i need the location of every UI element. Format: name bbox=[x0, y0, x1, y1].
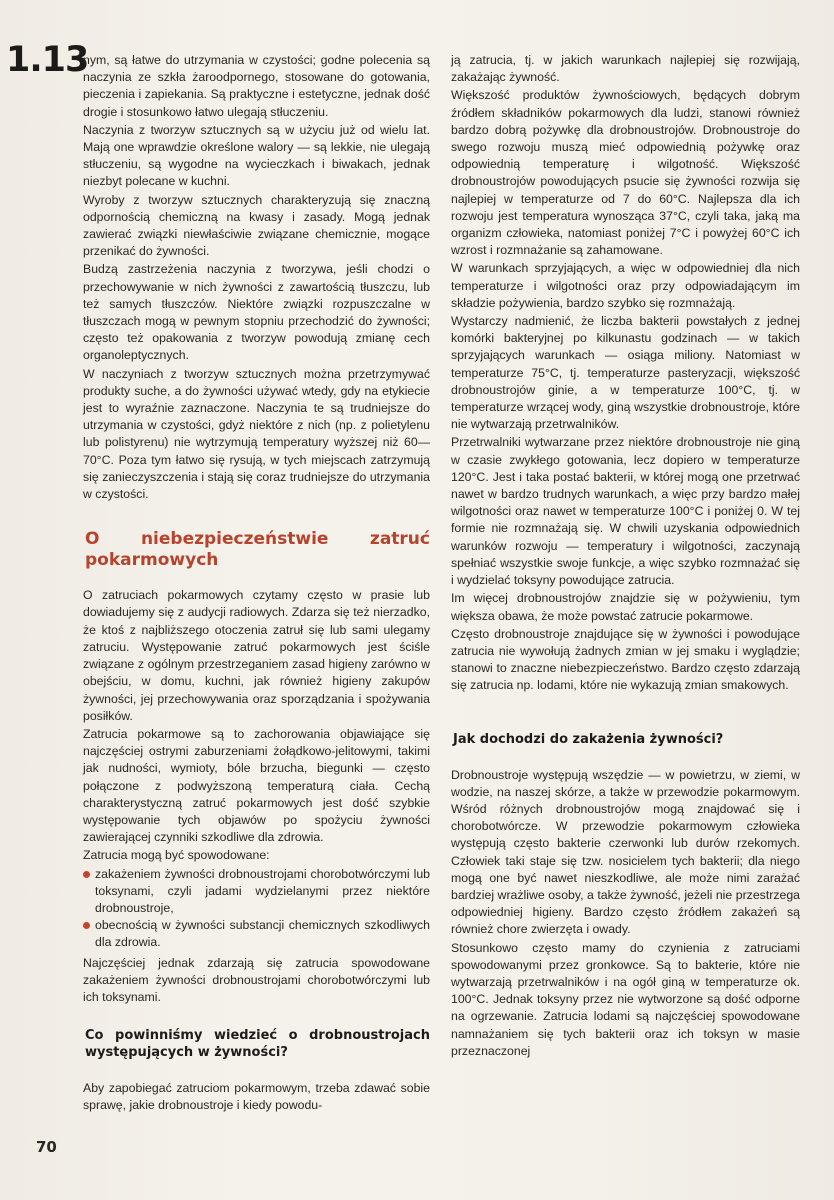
list-item-text: zakażeniem żywności drobnoustrojami chorobotwórczymi lub toksynami, czyli jadami wydzielanymi przez niektóre drobnoustroje, bbox=[95, 866, 430, 915]
page-number: 70 bbox=[36, 1138, 57, 1156]
paragraph: Aby zapobiegać zatruciom pokarmowym, trzeba zdawać sobie sprawę, jakie drobnoustroje i kiedy powodu- bbox=[83, 1081, 430, 1113]
paragraph: Zatrucia pokarmowe są to zachorowania objawiające się najczęściej ostrymi zaburzeniami żołądkowo-jelitowymi, takimi jak nudności, wymioty, bóle brzucha, biegunki — często połączone z podwyższoną temperaturą ciała. Cechą charakterystyczną zatruć pokarmowych jest dość szybkie występowanie tych objawów po spożyciu żywności zawierającej czynniki szkodliwe dla zdrowia. bbox=[83, 726, 430, 845]
bullet-icon bbox=[83, 871, 90, 878]
paragraph: Stosunkowo często mamy do czynienia z zatruciami spowodowanymi przez gronkowce. Są to bakterie, które nie wytwarzają przetrwalników i na ogół giną w temperaturze ok. 100°C. Jednak toksyny przez nie wytworzone są dość odporne na ogrzewanie. Zatrucia lodami są najczęściej spowodowane namnażaniem się tych bakterii oraz ich toksyn w masie przeznaczonej bbox=[451, 940, 800, 1058]
paragraph: Często drobnoustroje znajdujące się w żywności i powodujące zatrucia nie wywołują żadnych zmian w jej smaku i wyglądzie; stanowi to znaczne niebezpieczeństwo. Bardzo często zdarzają się zatrucia np. lodami, które nie wykazują zmian smakowych. bbox=[451, 626, 800, 693]
paragraph: Większość produktów żywnościowych, będących dobrym źródłem składników pokarmowych dla ludzi, stanowi również bardzo dobrą pożywkę dla drobnoustrojów. Drobnoustroje do swego rozwoju muszą mieć odpowiednią pożywkę oraz odpowiednią temperaturę i wilgotność. Większość drobnoustrojów powodujących psucie się żywności rozwija się najlepiej w temperaturze od 7 do 60°C. Najlepsza dla ich rozwoju jest temperatura wynosząca 37°C, czyli taka, jaką ma organizm człowieka, natomiast poniżej 7°C i powyżej 60°C ich wzrost i rozmnażanie są zahamowane. bbox=[451, 88, 800, 258]
paragraph: Naczynia z tworzyw sztucznych są w użyciu już od wielu lat. Mają one wprawdzie określone walory — są lekkie, nie ulegają stłuczeniu, są wygodne na wycieczkach i biwakach, jednak niezbyt polecane w kuchni. bbox=[83, 122, 430, 189]
paragraph: Im więcej drobnoustrojów znajdzie się w pożywieniu, tym większa obawa, że może powstać zatrucie pokarmowe. bbox=[451, 591, 800, 623]
paragraph: Wyroby z tworzyw sztucznych charakteryzują się znaczną odpornością chemiczną na kwasy i zasady. Mogą jednak zawierać związki niewłaściwie związane chemicznie, mogące przenikać do żywności. bbox=[83, 192, 430, 259]
paragraph: Najczęściej jednak zdarzają się zatrucia spowodowane zakażeniem żywności drobnoustrojami chorobotwórczymi lub ich toksynami. bbox=[83, 955, 430, 1004]
paragraph: W warunkach sprzyjających, a więc w odpowiedniej dla nich temperaturze i wilgotności oraz przy odpowiadającym im składzie pożywienia, bardzo szybko się rozmnażają. bbox=[451, 261, 800, 310]
paragraph: W naczyniach z tworzyw sztucznych można przetrzymywać produkty suche, a do żywności używać wtedy, gdy na etykiecie jest to wyraźnie zaznaczone. Naczynia te są trudniejsze do utrzymania w czystości, gdyż niektóre z nich (np. z polietylenu lub polistyrenu) nie wytrzymują temperatury wyższej niż 60—70°C. Poza tym łatwo się rysują, w tych miejscach zatrzymują się zanieczyszczenia i stają się coraz trudniejsze do utrzymania w czystości. bbox=[83, 366, 430, 502]
bullet-icon bbox=[83, 922, 90, 929]
section-number: 1.13 bbox=[6, 40, 89, 80]
list-item bbox=[83, 866, 430, 918]
paragraph: Zatrucia mogą być spowodowane: bbox=[83, 848, 270, 863]
paragraph: ją zatrucia, tj. w jakich warunkach najlepiej się rozwijają, zakażając żywność. bbox=[451, 53, 800, 85]
list-item bbox=[83, 917, 430, 951]
subsection-heading: Co powinniśmy wiedzieć o drobnoustrojach występujących w żywności? bbox=[85, 1028, 430, 1061]
paragraph: Budzą zastrzeżenia naczynia z tworzywa, jeśli chodzi o przechowywanie w nich żywności z zawartością tłuszczu, lub też samych tłuszczów. Niektóre związki rozpuszczalne w tłuszczach mogą w pewnym stopniu przechodzić do żywności; często też opakowania z tworzyw powodują zmianę cech organoleptycznych. bbox=[83, 262, 430, 363]
paragraph: Przetrwalniki wytwarzane przez niektóre drobnoustroje nie giną w czasie zwykłego gotowania, lecz dopiero w temperaturze 120°C. Jest i taka postać bakterii, w której mogą one przetrwać nawet w bardzo trudnych warunkach, a więc przy bardzo małej wilgotności oraz nawet w temperaturze 100°C i poniżej 0. W tej formie nie rozmnażają się. W chwili uzyskania odpowiednich warunków rozwoju — temperatury i wilgotności, zaczynają spełniać wszystkie swoje funkcje, a więc szybko rozmnażać się i wydzielać toksyny powodujące zatrucia. bbox=[451, 435, 800, 588]
paragraph: nym, są łatwe do utrzymania w czystości; godne polecenia są naczynia ze szkła żaroodpornego, stosowane do gotowania, pieczenia i zapiekania. Są praktyczne i estetyczne, jednak dość drogie i stosunkowo łatwo ulegają stłuczeniu. bbox=[83, 53, 430, 119]
list-item-text: obecnością w żywności substancji chemicznych szkodliwych dla zdrowia. bbox=[95, 918, 430, 950]
paragraph: Wystarczy nadmienić, że liczba bakterii powstałych z jednej komórki bakteryjnej po kilkunastu godzinach — w takich sprzyjających warunkach — osiąga miliony. Natomiast w temperaturze 75°C, tj. temperaturze pasteryzacji, większość drobnoustrojów ginie, a w temperaturze 100°C, tj. w temperaturze wrzącej wody, giną wszystkie drobnoustroje, które nie wytwarzają przetrwalników. bbox=[451, 314, 800, 432]
left-column bbox=[83, 52, 430, 1116]
subsection-heading: Jak dochodzi do zakażenia żywności? bbox=[453, 731, 724, 747]
paragraph: Drobnoustroje występują wszędzie — w powietrzu, w ziemi, w wodzie, na naszej skórze, a także w przewodzie pokarmowym. Wśród różnych drobnoustrojów mogą znajdować się i chorobotwórcze. W przewodzie pokarmowym człowieka występują często bakterie czerwonki lub durów rzekomych. Człowiek taki staje się tzw. nosicielem tych bakterii; dla niego mogą one być nawet nieszkodliwe, ale może nimi zarażać bardziej wrażliwe osoby, a także żywność, jeżeli nie przestrzega odpowiedniej higieny. Bardzo często źródłem zakażeń są również chore zwierzęta i owady. bbox=[451, 767, 800, 937]
paragraph: O zatruciach pokarmowych czytamy często w prasie lub dowiadujemy się z audycji radiowych. Zdarza się też nierzadko, że ktoś z najbliższego otoczenia zatruł się lub sami ulegamy zatruciu. Występowanie zatruć pokarmowych jest ściśle związane z ogólnym przestrzeganiem zasad higieny zarówno w obejściu, w domu, kuchni, jak również higieny zakupów żywności, jej przechowywania oraz sporządzania i spożywania posiłków. bbox=[83, 588, 430, 723]
right-column bbox=[451, 52, 800, 1061]
section-heading: O niebezpieczeństwie zatruć pokarmowych bbox=[85, 529, 430, 570]
bullet-list bbox=[83, 866, 430, 952]
